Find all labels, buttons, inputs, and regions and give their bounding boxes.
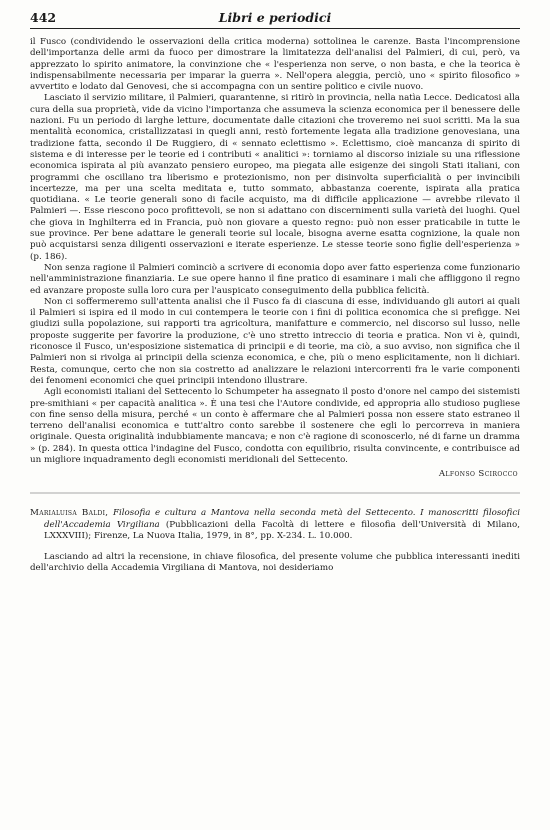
running-head: Libri e periodici bbox=[218, 10, 332, 25]
citation-details: (Pubblicazioni della Facoltà di lettere e filosofia dell'Università di Milano, LXXXVIII); Firenze, La Nuova Italia, 1979, in 8°, pp. X-234. L. 10.000. bbox=[44, 519, 520, 541]
reviewer-signature: Alfonso Scirocco bbox=[438, 469, 518, 480]
section-divider bbox=[30, 491, 520, 495]
review-body bbox=[30, 37, 520, 466]
paragraph-5: Agli economisti italiani del Settecento lo Schumpeter ha assegnato il posto d'onore nel campo dei sistemisti pre-smithiani « per capacità analitica ». È una tesi che l'Autore condivide, ed appropria allo studioso pugliese con fine senso della misura, perché « un conto è affermare che al Palmieri possa non essere stato estraneo il terreno dell'analisi economica e tutt'altro conto sarebbe il sostenere che egli lo percorreva in maniera originale. Questa originalità indubbiamente mancava; e non c'è ragione di sconoscerlo, né di farne un dramma » (p. 284). In questa ottica l'indagine del Fusco, condotta con equilibrio, risulta convincente, e contribuisce ad un migliore inquadramento degli economisti meridionali del Settecento. bbox=[30, 387, 520, 465]
review-intro-paragraph: Lasciando ad altri la recensione, in chiave filosofica, del presente volume che pubblica interessanti inediti dell'archivio della Accademia Virgiliana di Mantova, noi desideriamo bbox=[30, 552, 520, 574]
paragraph-2: Lasciato il servizio militare, il Palmieri, quarantenne, si ritirò in provincia, nella natìa Lecce. Dedicatosi alla cura della sua proprietà, vide da vicino l'importanza che assumeva la scienza economica per il benessere delle nazioni. Fu un periodo di larghe letture, documentate dalle citazioni che troveremo nei suoi scritti. Ma la sua mentalità economica, cristallizzatasi in quegli anni, restò fortemente legata alla tradizione genovesiana, una tradizione fatta, secondo il De Ruggiero, di « sennato eclettismo ». Eclettismo, cioè mancanza di spirito di sistema e di interesse per le teorie ed i contributi « analitici »: torniamo al discorso iniziale su una riflessione economica ispirata al più avanzato pensiero europeo, ma piegata alle esigenze dei singoli Stati italiani, con programmi che oscillano tra liberismo e protezionismo, non per disinvolta superficialità o per invincibili incertezze, ma per una scelta meditata e, tutto sommato, abbastanza coerente, ispirata alla pratica quotidiana. « Le teorie generali sono di facile acquisto, ma di difficile applicazione — avrebbe rilevato il Palmieri —. Esse riescono poco profittevoli, se non si adattano con discernimenti sulla varietà dei luoghi. Quel che giova in Inghilterra ed in Francia, può non giovare a questo regno: può non esser praticabile in tutte le sue province. Per bene adattare le generali teorie sul locale, bisogna averne esatta cognizione, la quale non può acquistarsi senza diligenti osservazioni e iterate esperienze. Le stesse teorie sono figlie dell'esperienza » (p. 186). bbox=[30, 93, 520, 262]
citation-title: Filosofia e cultura a Mantova nella seconda metà del Settecento. I manoscritti filosofici dell'Accademia Virgiliana bbox=[44, 508, 520, 530]
paragraph-4: Non ci soffermeremo sull'attenta analisi che il Fusco fa di ciascuna di esse, individuando gli autori ai quali il Palmieri si ispira ed il modo in cui contempera le teorie con i fini di politica economica che si prefigge. Nei giudizi sulla popolazione, sui rapporti tra agricoltura, manifatture e commercio, nel discorso sul lusso, nelle proposte suggerite per favorire la produzione, c'è uno stretto intreccio di teoria e pratica. Non vi è, quindi, riconosce il Fusco, un'esposizione sistematica di principii e di teorie, ma ciò, a suo avviso, non significa che il Palmieri non si rivolga ai principii della scienza economica, e che, più o meno esplicitamente, non li dichiari. Resta, comunque, certo che non sia costretto ad analizzare le relazioni intercorrenti fra le varie componenti dei fenomeni economici che quei principii intendono illustrare. bbox=[30, 296, 520, 386]
paragraph-1: il Fusco (condividendo le osservazioni della critica moderna) sottolinea le carenze. Basta l'incomprensione dell'importanza delle armi da fuoco per dimostrare la limitatezza dell'analisi del Palmieri, di cui, però, va apprezzato lo spirito animatore, la convinzione che « l'esperienza non serve, o non basta, e che la teorica è indispensabilmente necessaria per imparar la guerra ». Nell'opera aleggia, perciò, uno « spirito filosofico » avvertito e lodato dal Genovesi, che si accompagna con un sentire politico e civile nuovo. bbox=[30, 37, 520, 93]
page-number: 442 bbox=[30, 10, 57, 25]
book-citation bbox=[30, 508, 520, 542]
page-header bbox=[30, 10, 520, 29]
citation-author: Marialuisa Baldi, bbox=[30, 508, 109, 519]
paragraph-3: Non senza ragione il Palmieri cominciò a scrivere di economia dopo aver fatto esperienza come funzionario nell'amministrazione finanziaria. Le sue opere hanno il fine pratico di esaminare i mali che affliggono il regno ed avanzare proposte sulla loro cura per l'auspicato conseguimento della pubblica felicità. bbox=[30, 262, 520, 296]
